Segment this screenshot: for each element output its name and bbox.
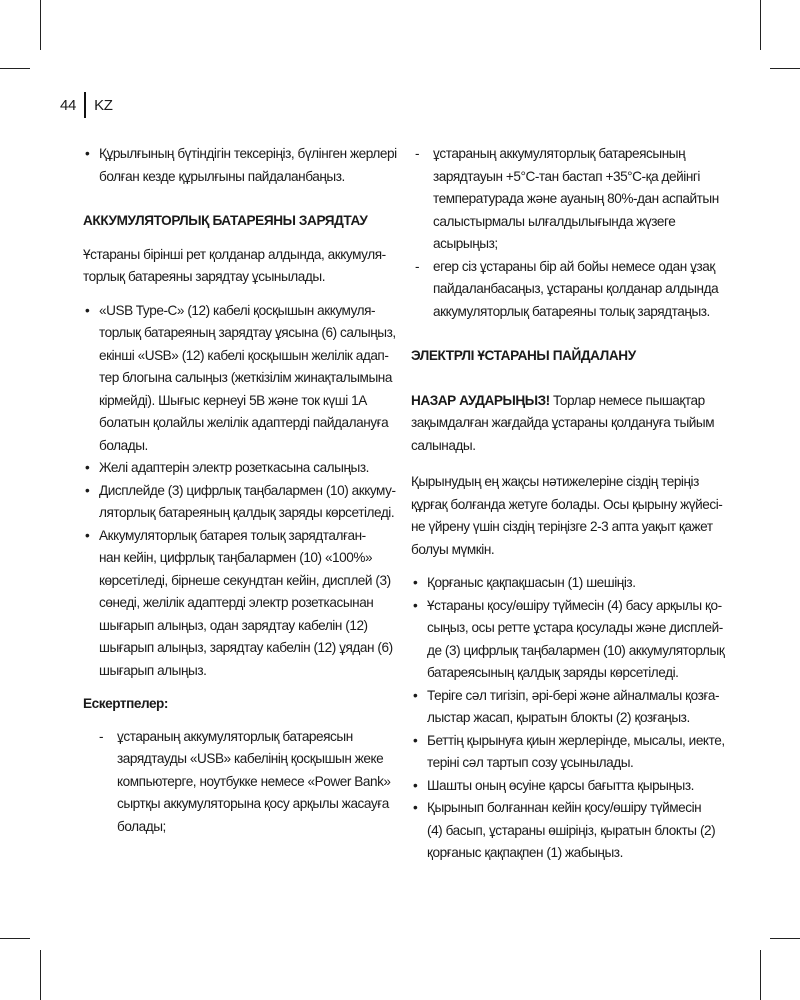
text-line: компьютерге, ноутбукке немесе «Power Bank»	[117, 773, 391, 789]
text-line: салыстырмалы ылғалдылығында жүзеге	[433, 213, 676, 229]
text-line: лыстар жасап, қыратын блокты (2) қозғаңыз.	[427, 710, 690, 725]
text-line: зарядтауын +5°С-тан бастап +35°С-қа дейінгі	[433, 168, 700, 184]
text-line: болған кезде құрылғыны пайдаланбаңыз.	[99, 168, 345, 184]
crop-mark	[40, 950, 41, 1000]
list-item	[411, 256, 718, 324]
text-line: болатын қолайлы желілік адаптерді пайдалануға	[99, 415, 389, 430]
text-line: зарядтауды «USB» кабелінің қосқышын жеке	[117, 751, 384, 766]
text-line: болуы мүмкін.	[411, 541, 495, 557]
text-line: • Беттің қырынуға қиын жерлерінде, мысалы, иекте,	[427, 732, 725, 748]
text-line: • Ұстараны қосу/өшіру түймесін (4) басу арқылы қо-	[427, 597, 722, 613]
usage-steps-list	[411, 572, 725, 865]
text-line: - егер сіз ұстараны бір ай бойы немесе одан ұзақ	[433, 258, 715, 274]
text-line: • Шашты оның өсуіне қарсы бағытта қырыңыз.	[427, 777, 694, 793]
text-line: аккумуляторлық батареяны толық зарядтаңыз.	[433, 303, 710, 319]
text-line: екінші «USB» (12) кабелі қосқышын желілік адап-	[99, 347, 389, 363]
text-line: Ұстараны бірінші рет қолданар алдында, аккумуля-	[83, 246, 386, 262]
text-line: салынады.	[411, 437, 476, 453]
list-item	[411, 797, 718, 865]
text-line: • Дисплейде (3) цифрлық таңбалармен (10) аккуму-	[99, 482, 396, 498]
list-item	[83, 300, 396, 458]
text-line: сыртқы аккумуляторына қосу арқылы жасауға	[117, 796, 389, 811]
text-line: тер блогына салыңыз (жеткізілім жинақталымына	[99, 370, 392, 385]
text-line: • Құрылғының бүтіндігін тексеріңіз, бүлінген жерлері	[99, 146, 397, 161]
text-line: болады;	[117, 818, 166, 834]
left-column	[83, 143, 396, 838]
list-item	[83, 457, 396, 480]
list-item	[83, 480, 396, 525]
crop-mark	[770, 68, 800, 69]
list-item	[95, 726, 396, 839]
list-item	[411, 595, 725, 685]
crop-mark	[0, 938, 30, 939]
section-heading-usage: ЭЛЕКТРЛІ ҰСТАРАНЫ ПАЙДАЛАНУ	[411, 348, 636, 363]
notes-dash-list-continued	[411, 143, 718, 323]
text-line: • Қырынып болғаннан кейін қосу/өшіру түймесін	[427, 800, 702, 815]
list-item	[411, 775, 718, 798]
page-header	[60, 92, 113, 118]
text-line: де (3) цифрлық таңбалармен (10) аккумуляторлық	[427, 642, 725, 658]
text-line: сөнеді, желілік адаптерді электр розеткасынан	[99, 595, 374, 610]
list-item	[411, 572, 718, 595]
paragraph	[83, 244, 396, 289]
crop-mark	[760, 0, 761, 50]
notes-dash-list	[83, 726, 396, 839]
warning-paragraph	[411, 390, 718, 458]
text-line: теріні сәл тартып созу ұсынылады.	[427, 755, 634, 770]
text-line: нан кейін, цифрлық таңбалармен (10) «100%»	[99, 550, 373, 565]
intro-bullet-list	[83, 143, 396, 188]
text-line: қорғаныс қақпақпен (1) жабыңыз.	[427, 845, 623, 860]
text-line: торлық батареяның зарядтау ұясына (6) салыңыз,	[99, 325, 396, 340]
list-item	[411, 730, 725, 775]
text-line: не үйрену үшін сіздің теріңізге 2-3 апта уақыт қажет	[411, 519, 713, 534]
header-divider	[84, 92, 86, 118]
crop-mark	[40, 0, 41, 50]
text-line: • Желі адаптерін электр розеткасына салыңыз.	[99, 460, 369, 475]
warning-label: НАЗАР АУДАРЫҢЫЗ!	[411, 392, 550, 408]
text-line: торлық батареяны зарядтау ұсынылады.	[83, 269, 326, 284]
text-line: құрғақ болғанда жетуге болады. Осы қырыну жүйесі-	[411, 496, 723, 512]
text-line: пайдаланбасаңыз, ұстараны қолданар алдында	[433, 281, 719, 296]
text-line: шығарып алыңыз.	[99, 662, 207, 678]
list-item	[411, 685, 718, 730]
text-line: көрсетіледі, бірнеше секундтан кейін, дисплей (3)	[99, 572, 391, 588]
crop-mark	[760, 950, 761, 1000]
section-heading-charging: АККУМУЛЯТОРЛЫҚ БАТАРЕЯНЫ ЗАРЯДТАУ	[83, 213, 368, 228]
text-line: - ұстараның аккумуляторлық батареясын	[117, 728, 353, 744]
text-line: - ұстараның аккумуляторлық батареясының	[433, 146, 686, 161]
text-line: болады.	[99, 437, 148, 453]
text-line: батареясының қалдық заряды көрсетіледі.	[427, 665, 679, 680]
text-line: • «USB Type-C» (12) кабелі қосқышын аккумуля-	[99, 302, 376, 318]
text-line: Торлар немесе пышақтар	[549, 392, 705, 408]
charging-steps-list	[83, 300, 396, 683]
list-item	[83, 525, 396, 683]
text-line: Қырынудың ең жақсы нәтижелеріне сіздің теріңіз	[411, 474, 699, 489]
page-number: 44	[60, 96, 77, 114]
paragraph	[411, 471, 723, 561]
text-line: (4) басып, ұстараны өшіріңіз, қыратын блокты (2)	[427, 822, 716, 838]
text-line: температурада және ауаның 80%-дан аспайтын	[433, 191, 719, 206]
text-line: зақымдалған жағдайда ұстараны қолдануға тыйым	[411, 415, 715, 430]
crop-mark	[770, 938, 800, 939]
text-line: ляторлық батареяның қалдық заряды көрсетіледі.	[99, 505, 395, 520]
text-line: шығарып алыңыз, зарядтау кабелін (12) ұядан (6)	[99, 640, 393, 655]
text-line: • Қорғаныс қақпақшасын (1) шешіңіз.	[427, 575, 636, 590]
list-item	[411, 143, 718, 256]
text-line: сыңыз, осы ретте ұстара қосулады және дисплей-	[427, 620, 723, 635]
language-code: KZ	[94, 96, 113, 114]
text-line: • Аккумуляторлық батарея толық зарядталған-	[99, 527, 366, 543]
right-column	[411, 143, 725, 865]
notes-heading: Ескертпелер:	[83, 696, 168, 711]
crop-mark	[0, 68, 30, 69]
text-line: шығарып алыңыз, одан зарядтау кабелін (12)	[99, 617, 368, 633]
text-line: асырыңыз;	[433, 236, 498, 251]
list-item	[83, 143, 396, 188]
text-line: • Теріге сәл тигізіп, әрі-бері және айналмалы қозға-	[427, 687, 720, 703]
text-line: кірмейді). Шығыс кернеуі 5В және ток күші 1А	[99, 392, 367, 408]
